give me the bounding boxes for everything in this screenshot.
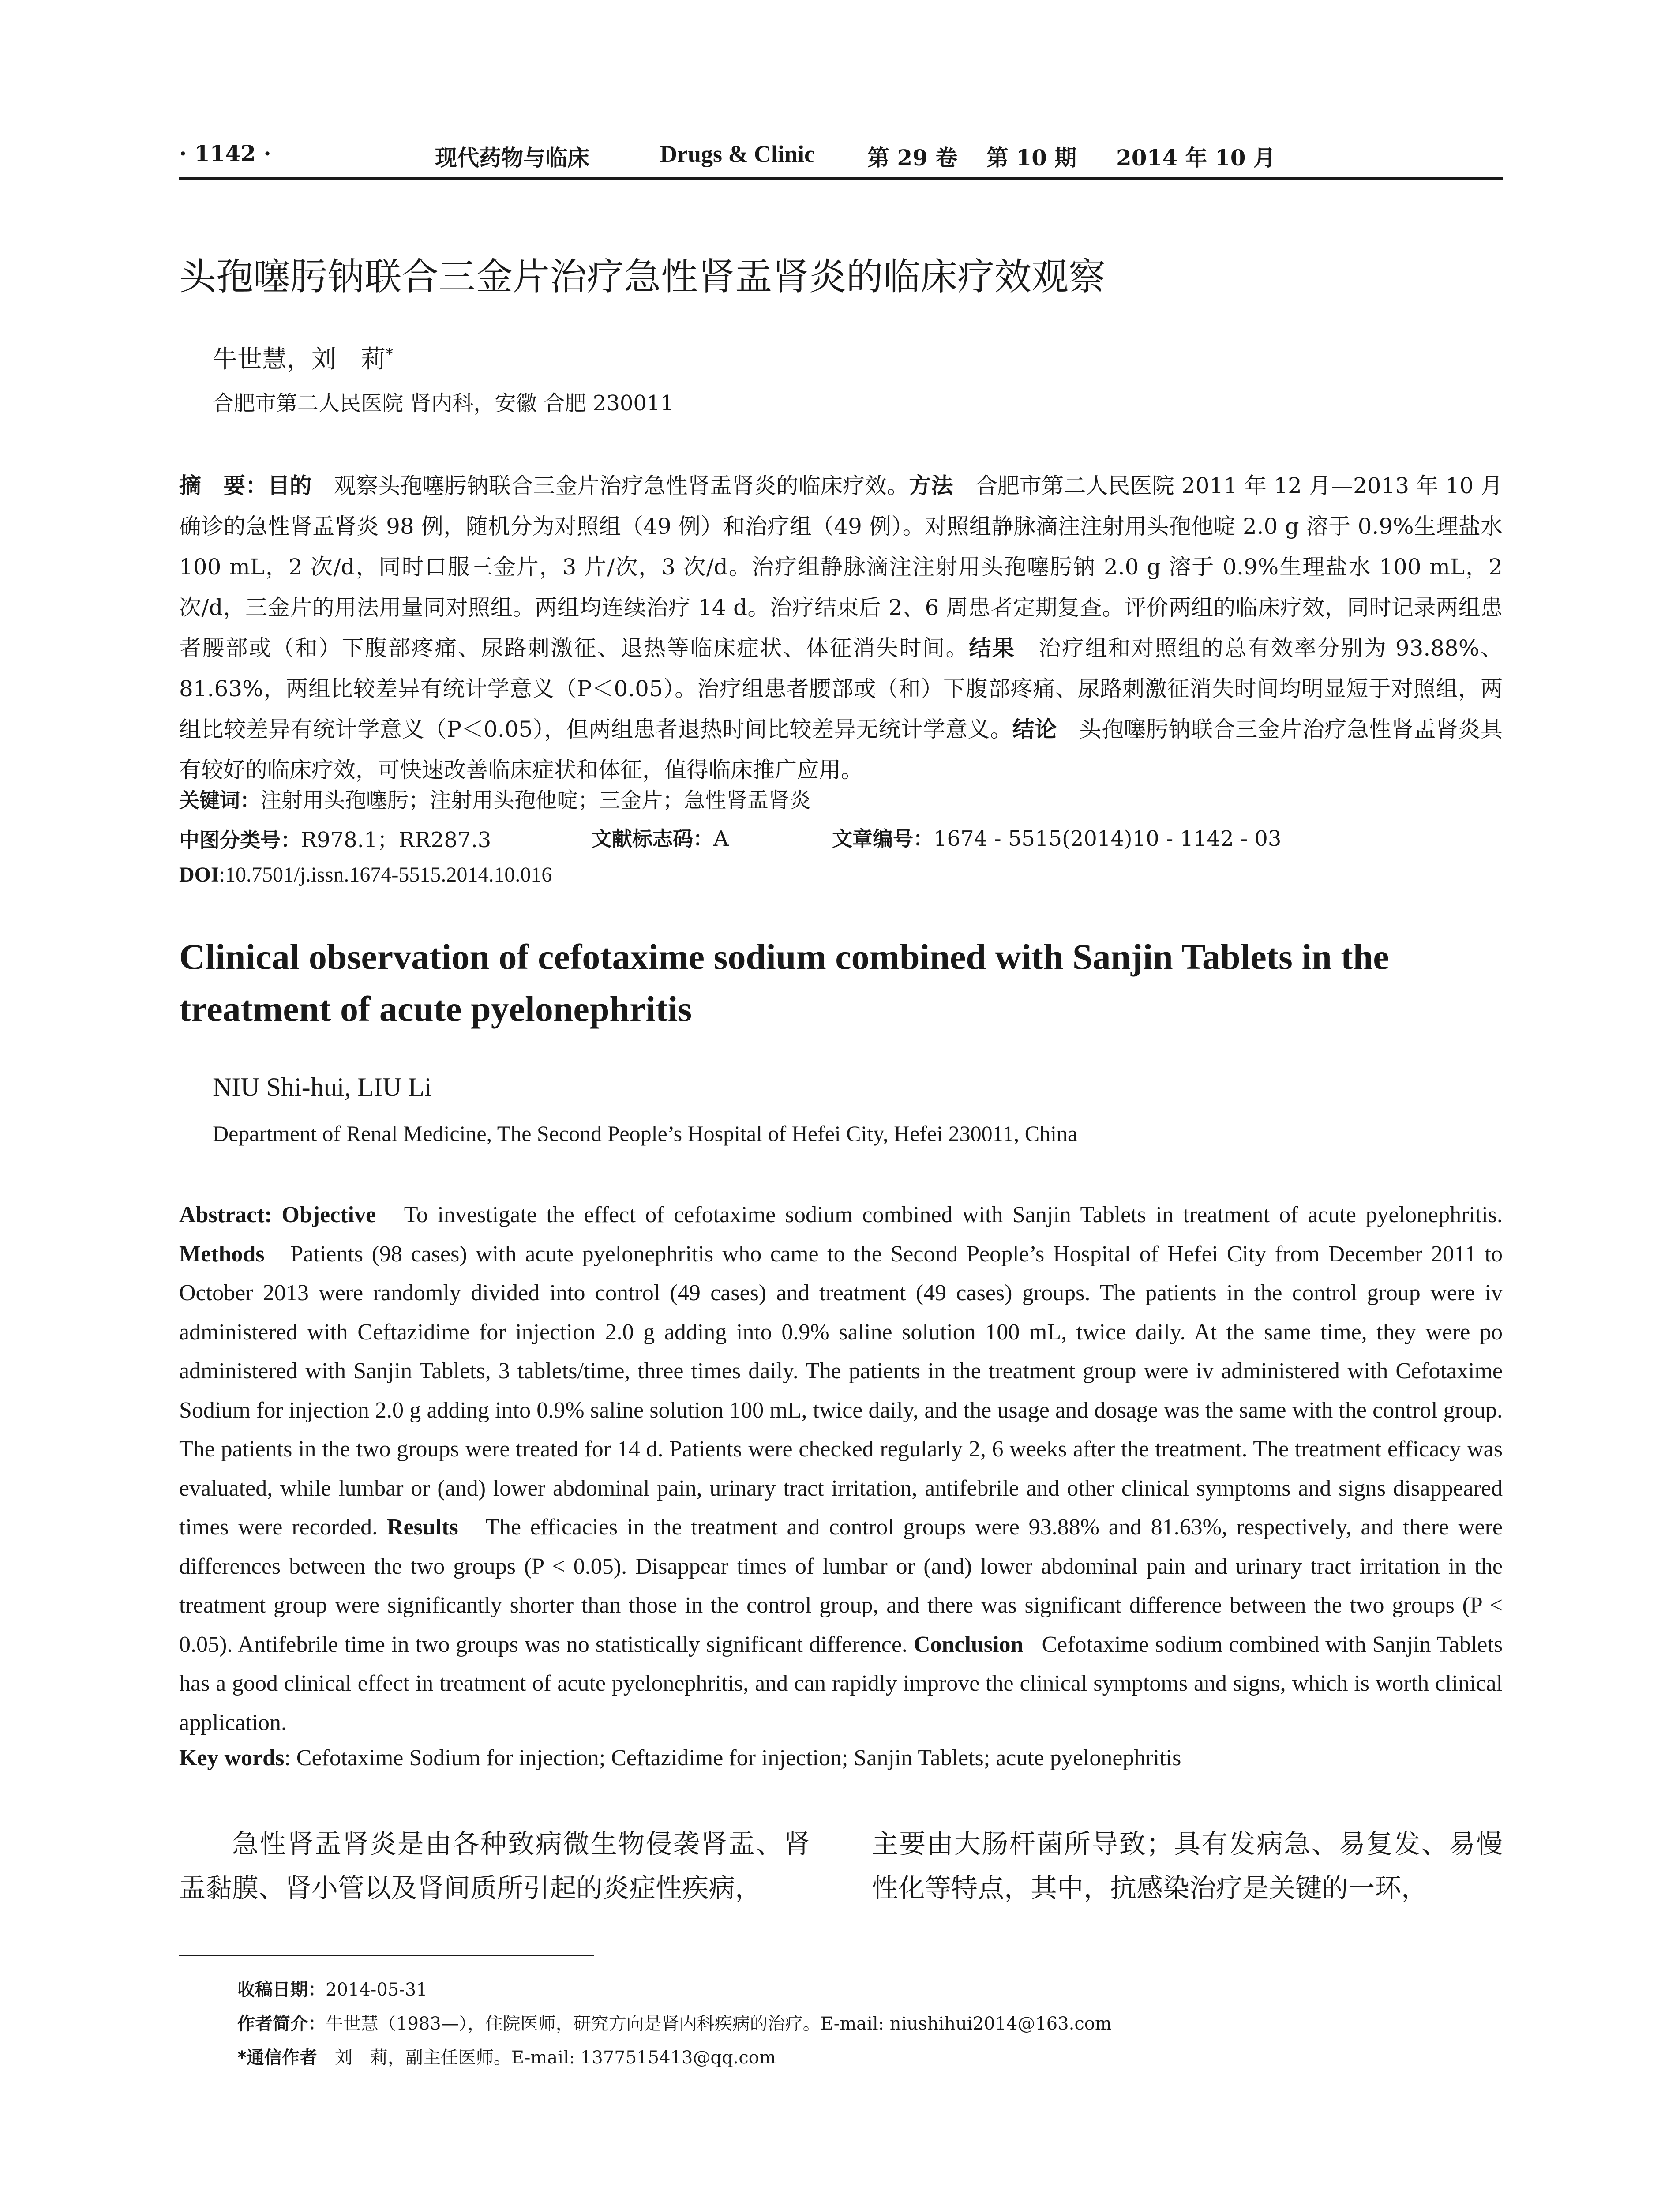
journal-name-cn: 现代药物与临床 bbox=[435, 145, 589, 171]
abstract-cn bbox=[179, 465, 1503, 790]
authors-cn: 牛世慧，刘 莉* bbox=[213, 345, 393, 374]
issue: 第 10 期 bbox=[986, 145, 1077, 171]
methods-label-cn: 方法 bbox=[909, 473, 953, 499]
doc-code: 文献标志码：A bbox=[592, 826, 729, 851]
volume: 第 29 卷 bbox=[867, 145, 958, 171]
title-en: Clinical observation of cefotaxime sodium combined with Sanjin Tablets in the treatment of acute pyelonephritis bbox=[179, 937, 1389, 1029]
journal-name-en: Drugs & Clinic bbox=[660, 141, 815, 167]
doi-line bbox=[179, 863, 552, 887]
issue-date: 2014 年 10 月 bbox=[1116, 145, 1275, 171]
clc-value: R978.1；RR287.3 bbox=[301, 828, 491, 852]
body-column-left: 急性肾盂肾炎是由各种致病微生物侵袭肾盂、肾盂黏膜、肾小管以及肾间质所引起的炎症性疾病， bbox=[179, 1829, 810, 1904]
abstract-label-cn: 摘 要： bbox=[179, 473, 268, 499]
methods-en: Patients (98 cases) with acute pyelonephritis who came to the Second People’s Hospital of Hefei City from December 2011 to October 2013 were randomly divided into control (49 cases) and treatment (49 cases) groups. The patients in the control group were iv administered with Ceftazidime for injection 2.0 g adding into 0.9% saline solution 100 mL, twice daily. At the same time, they were po administered with Sanjin Tablets, 3 tablets/time, three times daily. The patients in the treatment group were iv administered with Cefotaxime Sodium for injection 2.0 g adding into 0.9% saline solution 100 mL, twice daily, and the usage and dosage was the same with the control group. The patients in the two groups were treated for 14 d. Patients were checked regularly 2, 6 weeks after the treatment. The treatment efficacy was evaluated, while lumbar or (and) lower abdominal pain, urinary tract irritation, antifebrile and other clinical symptoms and signs disappeared times were recorded. bbox=[179, 1241, 1503, 1540]
doi-value: :10.7501/j.issn.1674-5515.2014.10.016 bbox=[219, 863, 552, 886]
page-number: · 1142 · bbox=[179, 140, 271, 166]
results-label-cn: 结果 bbox=[969, 635, 1016, 661]
results-label-en: Results bbox=[386, 1515, 458, 1540]
affiliation-en: Department of Renal Medicine, The Second People’s Hospital of Hefei City, Hefei 230011, China bbox=[213, 1121, 1078, 1146]
results-cn: 治疗组和对照组的总有效率分别为 93.88%、81.63%，两组比较差异有统计学意义（P＜0.05）。治疗组患者腰部或（和）下腹部疼痛、尿路刺激征消失时间均明显短于对照组，两组比较差异有统计学意义（P＜0.05），但两组患者退热时间比较差异无统计学意义。 bbox=[179, 635, 1503, 742]
title-cn: 头孢噻肟钠联合三金片治疗急性肾盂肾炎的临床疗效观察 bbox=[179, 255, 1106, 298]
doi-label: DOI bbox=[179, 863, 219, 886]
keywords-en: Key words: Cefotaxime Sodium for injection; Ceftazidime for injection; Sanjin Tablets; acute pyelonephritis bbox=[179, 1745, 1181, 1771]
footnote-corresponding: *通信作者 刘 莉，副主任医师。E-mail: 1377515413@qq.com bbox=[237, 2048, 776, 2068]
classification-line bbox=[179, 823, 1282, 853]
article-number: 文章编号：1674 - 5515(2014)10 - 1142 - 03 bbox=[832, 826, 1282, 851]
conclusion-label-cn: 结论 bbox=[1012, 717, 1057, 742]
methods-label-en: Methods bbox=[179, 1241, 265, 1267]
conclusion-cn: 头孢噻肟钠联合三金片治疗急性肾盂肾炎具有较好的临床疗效，可快速改善临床症状和体征，值得临床推广应用。 bbox=[179, 717, 1503, 783]
clc-label: 中图分类号： bbox=[179, 828, 301, 852]
authors-en: NIU Shi-hui, LIU Li bbox=[213, 1073, 432, 1102]
footnote-author-bio: 作者简介：牛世慧（1983—），住院医师，研究方向是肾内科疾病的治疗。E-mail: niushihui2014@163.com bbox=[237, 2014, 1112, 2034]
objective-label-en: Objective bbox=[281, 1202, 376, 1227]
footnote-rule bbox=[179, 1955, 594, 1956]
abstract-label-en: Abstract: bbox=[179, 1202, 272, 1227]
objective-en: To investigate the effect of cefotaxime sodium combined with Sanjin Tablets in treatment of acute pyelonephritis. bbox=[404, 1202, 1503, 1227]
footnote-received: 收稿日期：2014-05-31 bbox=[237, 1980, 428, 2000]
running-header bbox=[179, 140, 1501, 176]
results-en: The efficacies in the treatment and control groups were 93.88% and 81.63%, respectively, and there were differences between the two groups (P < 0.05). Disappear times of lumbar or (and) lower abdominal pain and urinary tract irritation in the treatment group were significantly shorter than those in the control group, and there was significant difference between the two groups (P < 0.05). Antifebrile time in two groups was no statistically significant difference. bbox=[179, 1515, 1503, 1657]
methods-cn: 合肥市第二人民医院 2011 年 12 月—2013 年 10 月确诊的急性肾盂肾炎 98 例，随机分为对照组（49 例）和治疗组（49 例）。对照组静脉滴注注射用头孢他啶 2.0 g 溶于 0.9%生理盐水 100 mL，2 次/d，同时口服三金片，3 片/次，3 次/d。治疗组静脉滴注注射用头孢噻肟钠 2.0 g 溶于 0.9%生理盐水 100 mL，2 次/d，三金片的用法用量同对照组。两组均连续治疗 14 d。治疗结束后 2、6 周患者定期复查。评价两组的临床疗效，同时记录两组患者腰部或（和）下腹部疼痛、尿路刺激征、退热等临床症状、体征消失时间。 bbox=[179, 473, 1503, 661]
objective-cn: 观察头孢噻肟钠联合三金片治疗急性肾盂肾炎的临床疗效。 bbox=[334, 473, 909, 499]
body-column-right: 主要由大肠杆菌所导致；具有发病急、易复发、易慢性化等特点，其中，抗感染治疗是关键的一环， bbox=[872, 1829, 1503, 1904]
header-rule bbox=[179, 177, 1503, 180]
conclusion-label-en: Conclusion bbox=[913, 1632, 1024, 1657]
affiliation-cn: 合肥市第二人民医院 肾内科，安徽 合肥 230011 bbox=[213, 391, 674, 416]
corresponding-mark: * bbox=[386, 345, 393, 363]
objective-label-cn: 目的 bbox=[267, 473, 312, 499]
conclusion-en: Cefotaxime sodium combined with Sanjin Tablets has a good clinical effect in treatment of acute pyelonephritis, and can rapidly improve the clinical symptoms and signs, which is worth clinical application. bbox=[179, 1632, 1503, 1735]
abstract-en bbox=[179, 1196, 1503, 1742]
keywords-cn: 关键词：注射用头孢噻肟；注射用头孢他啶；三金片；急性肾盂肾炎 bbox=[179, 788, 811, 813]
